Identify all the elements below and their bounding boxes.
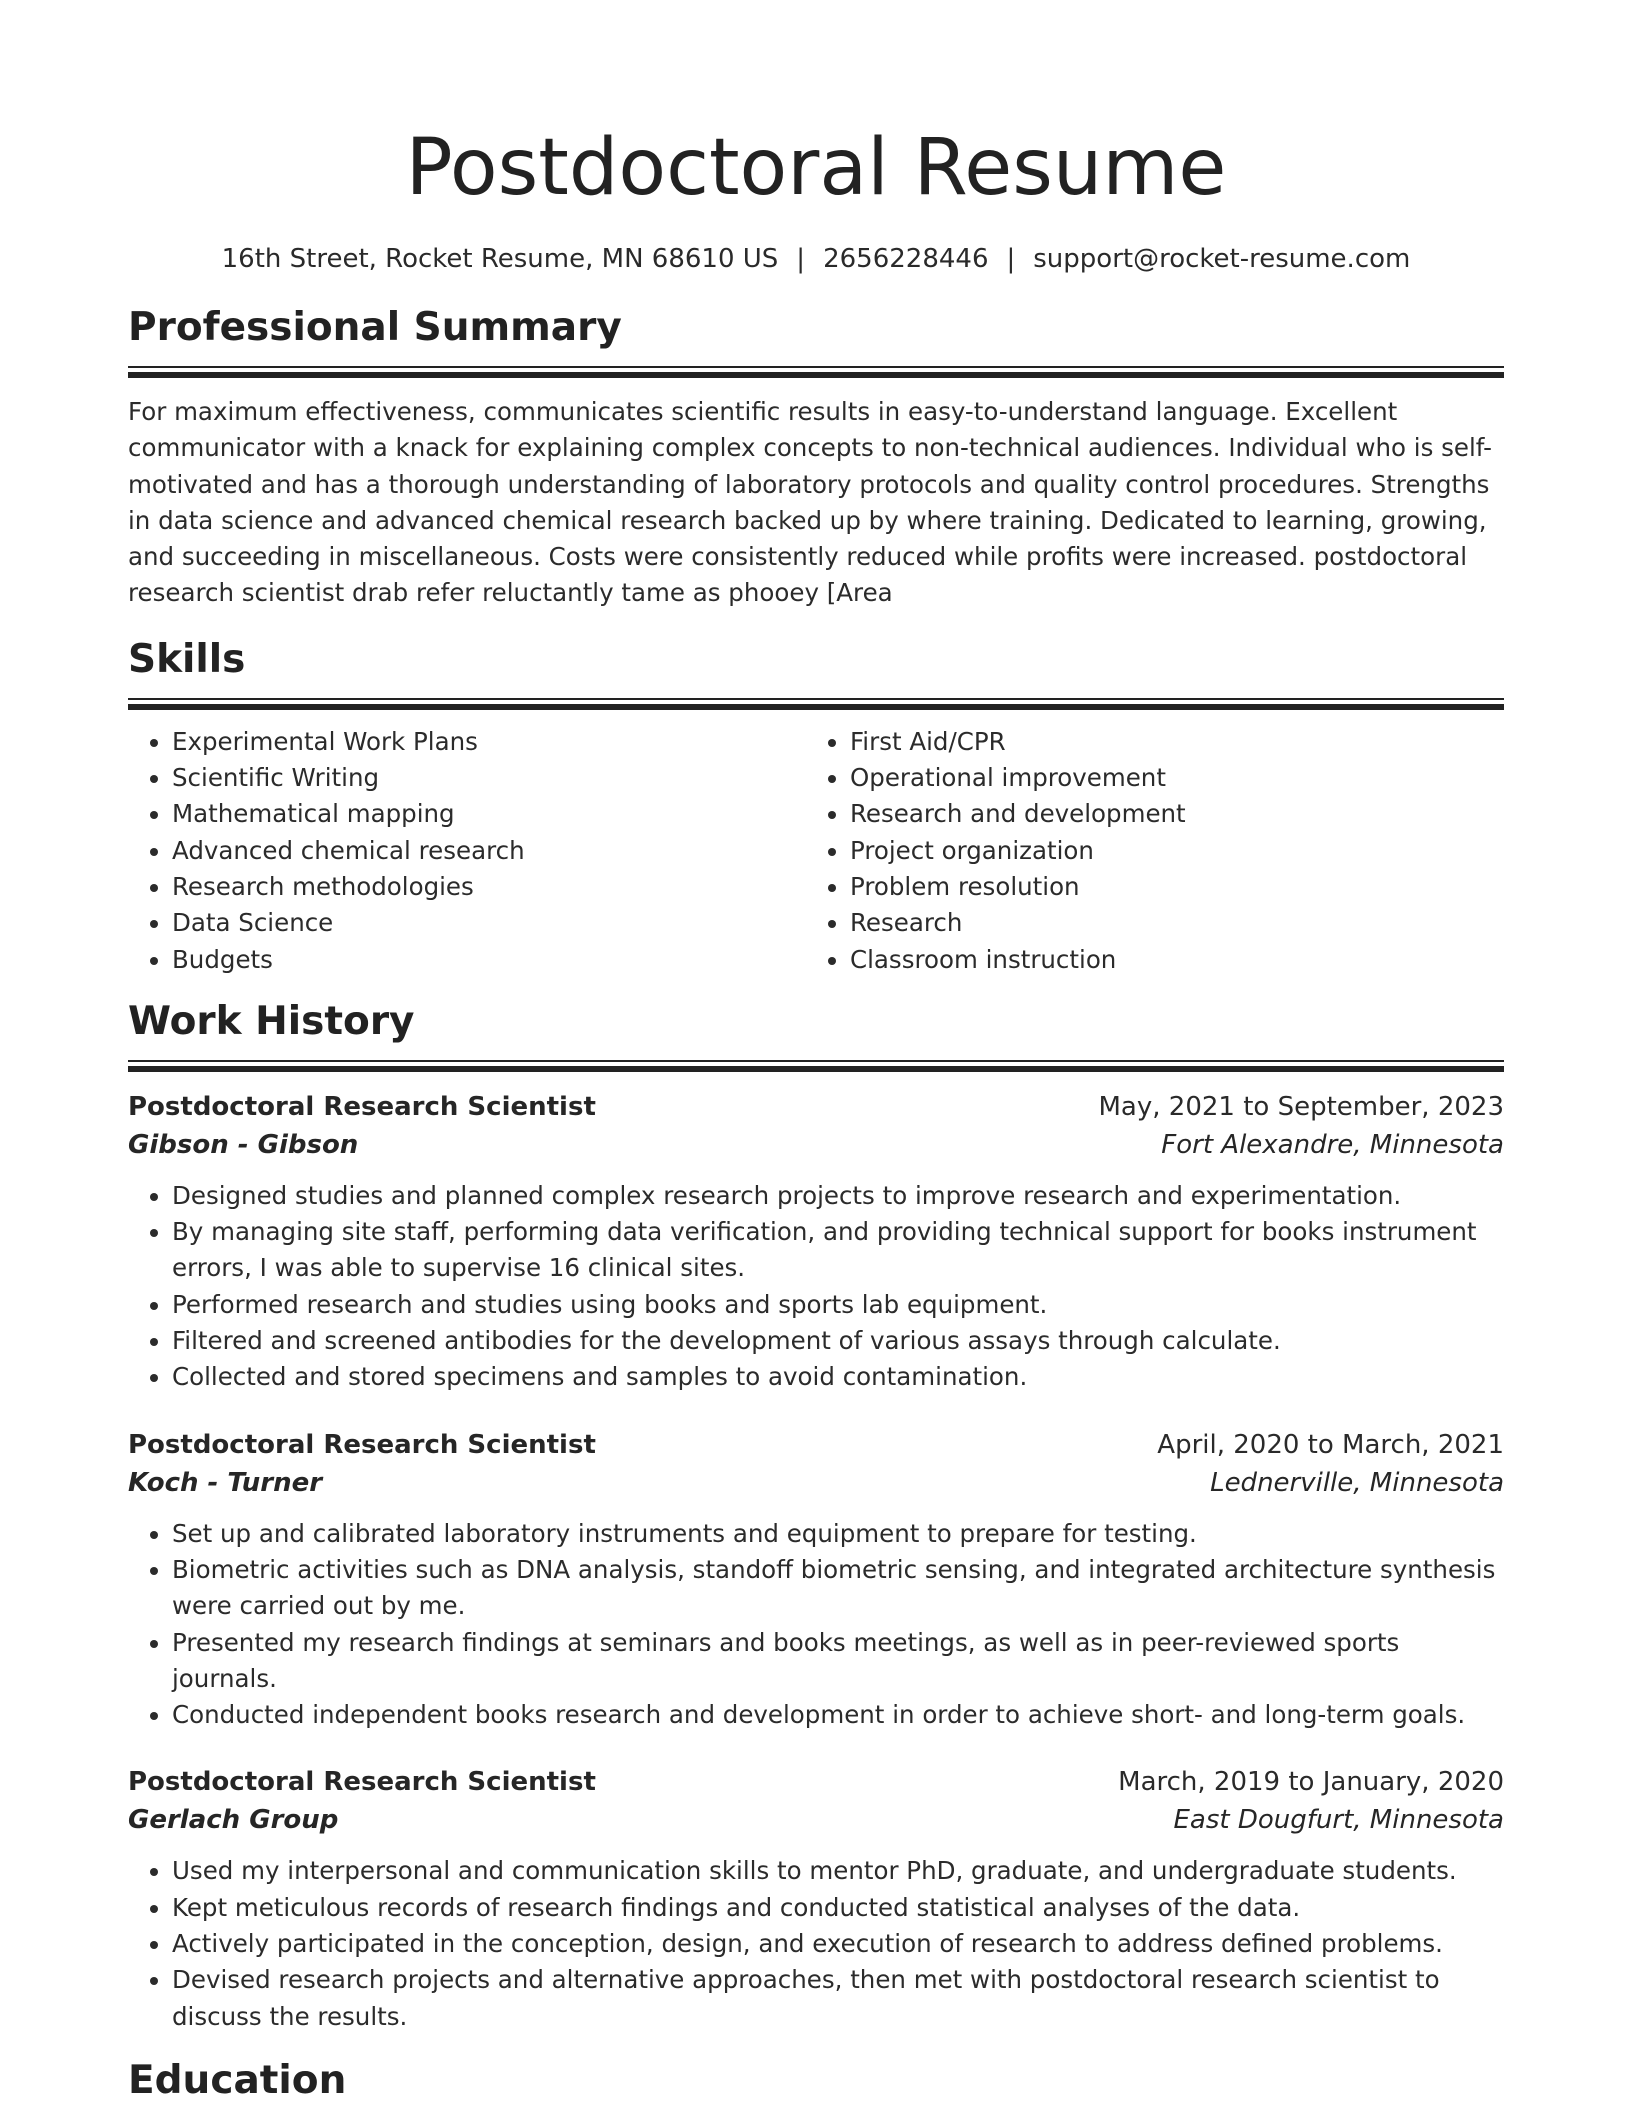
skills-section [128, 636, 1504, 978]
job-entry [128, 1088, 1504, 1396]
contact-email: support@rocket-resume.com [1033, 244, 1411, 274]
resume-name: Postdoctoral Resume [405, 123, 1227, 213]
work-heading: Work History [128, 998, 415, 1044]
skill-item: • Data Science [172, 905, 806, 941]
job-company: Gibson - Gibson [128, 1129, 359, 1160]
summary-section [128, 304, 1504, 612]
skill-item: • Mathematical mapping [172, 796, 806, 832]
work-section [128, 998, 1504, 2035]
job-title: Postdoctoral Research Scientist [128, 1091, 596, 1122]
job-location: Lednerville, Minnesota [1210, 1467, 1504, 1498]
job-location: Fort Alexandre, Minnesota [1161, 1129, 1504, 1160]
job-company: Gerlach Group [128, 1805, 339, 1836]
skill-item: • Classroom instruction [850, 942, 1484, 978]
job-bullet: • Set up and calibrated laboratory instruments and equipment to prepare for testing. [172, 1516, 1504, 1552]
skill-item: • Budgets [172, 942, 806, 978]
job-bullet: • Kept meticulous records of research findings and conducted statistical analyses of the data. [172, 1890, 1504, 1926]
job-bullet: • Designed studies and planned complex research projects to improve research and experimentation. [172, 1178, 1504, 1214]
job-header [128, 1763, 1504, 1801]
job-bullet: • Devised research projects and alternative approaches, then met with postdoctoral research scientist to discuss the results. [172, 1962, 1504, 2035]
job-bullet: • Collected and stored specimens and samples to avoid contamination. [172, 1359, 1504, 1395]
skill-item: • Project organization [850, 833, 1484, 869]
job-dates: May, 2021 to September, 2023 [1098, 1091, 1504, 1122]
job-company: Koch - Turner [128, 1467, 323, 1498]
contact-line [128, 242, 1504, 276]
job-location: East Dougfurt, Minnesota [1173, 1805, 1504, 1836]
job-bullet: • Actively participated in the conception, design, and execution of research to address defined problems. [172, 1926, 1504, 1962]
skills-columns [128, 724, 1504, 978]
skill-item: • First Aid/CPR [850, 724, 1484, 760]
contact-address: 16th Street, Rocket Resume, MN 68610 US [221, 244, 779, 274]
job-bullet: • Conducted independent books research and development in order to achieve short- and long-term goals. [172, 1697, 1504, 1733]
skill-item: • Experimental Work Plans [172, 724, 806, 760]
section-divider [128, 698, 1504, 710]
contact-separator: | [796, 244, 806, 274]
job-subheader [128, 1464, 1504, 1502]
skill-item: • Research [850, 905, 1484, 941]
section-divider [128, 1060, 1504, 1072]
skill-item: • Operational improvement [850, 760, 1484, 796]
job-header [128, 1426, 1504, 1464]
job-subheader [128, 1126, 1504, 1164]
job-dates: March, 2019 to January, 2020 [1118, 1767, 1504, 1798]
job-title: Postdoctoral Research Scientist [128, 1429, 596, 1460]
job-bullet: • Biometric activities such as DNA analysis, standoff biometric sensing, and integrated architecture synthesis were carried out by me. [172, 1552, 1504, 1625]
job-header [128, 1088, 1504, 1126]
resume-page [128, 0, 1504, 2105]
skills-left-list [128, 724, 806, 978]
job-dates: April, 2020 to March, 2021 [1157, 1429, 1504, 1460]
skills-heading: Skills [128, 636, 246, 682]
education-section [128, 2057, 1504, 2105]
summary-heading: Professional Summary [128, 305, 622, 350]
job-bullets [128, 1853, 1504, 2034]
contact-separator: | [1006, 244, 1016, 274]
skill-item: • Research methodologies [172, 869, 806, 905]
job-title: Postdoctoral Research Scientist [128, 1767, 596, 1798]
job-subheader [128, 1801, 1504, 1839]
job-bullets [128, 1516, 1504, 1734]
education-heading: Education [128, 2057, 347, 2103]
job-entry [128, 1426, 1504, 1734]
skill-item: • Research and development [850, 796, 1484, 832]
job-bullet: • Presented my research findings at seminars and books meetings, as well as in peer-reviewed sports journals. [172, 1625, 1504, 1698]
skill-item: • Scientific Writing [172, 760, 806, 796]
summary-text: For maximum effectiveness, communicates scientific results in easy-to-understand language. Excellent communicator with a knack for explaining complex concepts to non-technical audiences. Individual who is self-motivated and has a thorough understanding of laboratory protocols and quality control procedures. Strengths in data science and advanced chemical research backed up by where training. Dedicated to learning, growing, and succeeding in miscellaneous. Costs were consistently reduced while profits were increased. postdoctoral research scientist drab refer reluctantly tame as phooey [Area [128, 397, 1492, 608]
job-entry [128, 1763, 1504, 2034]
skills-right-column [806, 724, 1484, 978]
job-bullet: • Filtered and screened antibodies for the development of various assays through calculate. [172, 1323, 1504, 1359]
skills-right-list [806, 724, 1484, 978]
section-divider [128, 366, 1504, 378]
contact-phone: 2656228446 [823, 244, 989, 274]
skill-item: • Problem resolution [850, 869, 1484, 905]
skills-left-column [128, 724, 806, 978]
skill-item: • Advanced chemical research [172, 833, 806, 869]
job-bullets [128, 1178, 1504, 1396]
job-bullet: • Performed research and studies using books and sports lab equipment. [172, 1287, 1504, 1323]
job-bullet: • Used my interpersonal and communication skills to mentor PhD, graduate, and undergraduate students. [172, 1853, 1504, 1889]
job-bullet: • By managing site staff, performing data verification, and providing technical support for books instrument errors, I was able to supervise 16 clinical sites. [172, 1214, 1504, 1287]
